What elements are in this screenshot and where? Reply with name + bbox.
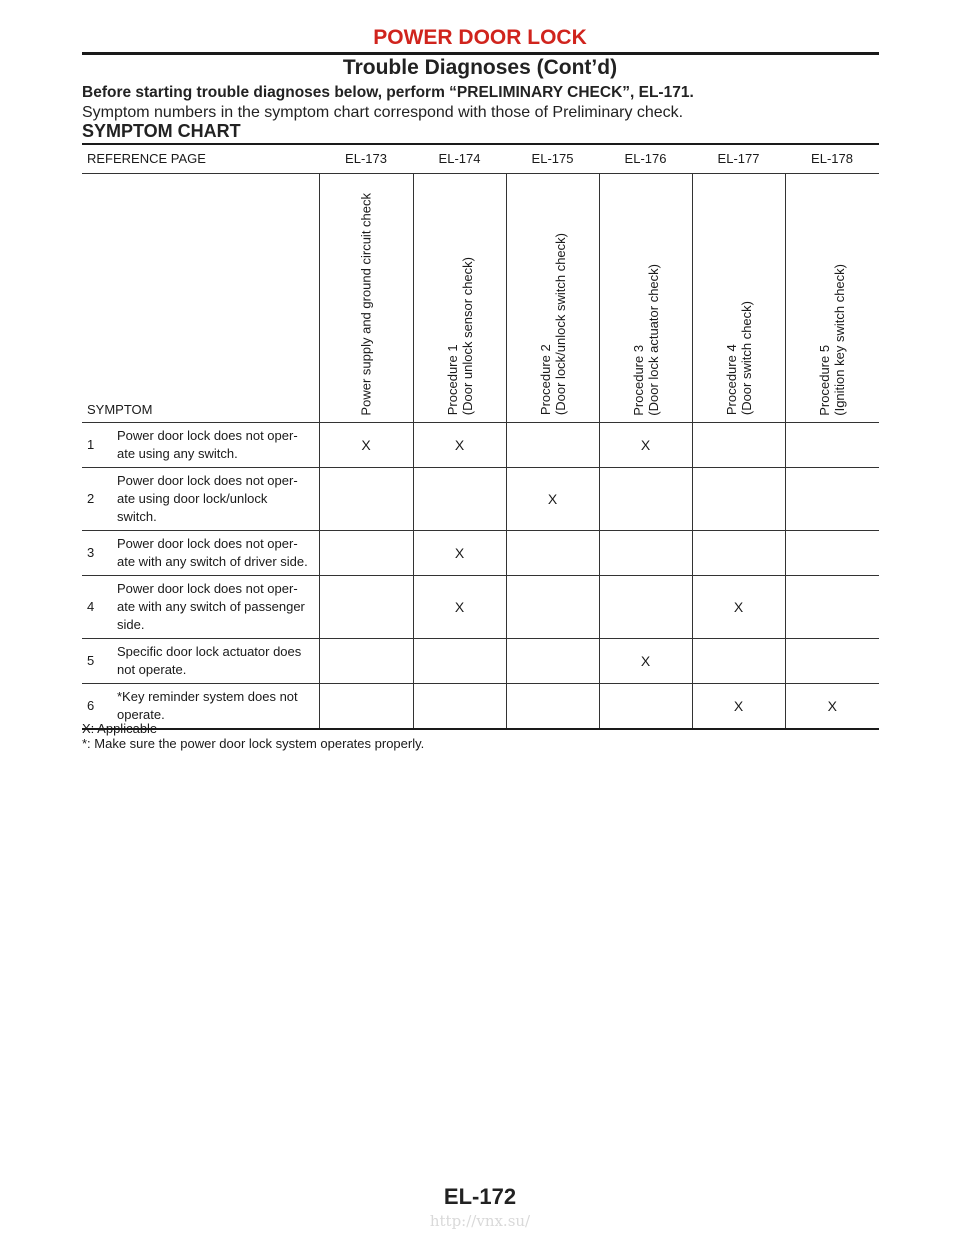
procedure-header-cell <box>785 173 879 422</box>
applicable-mark-cell <box>785 422 879 467</box>
applicable-mark-cell <box>599 575 692 638</box>
procedure-description: (Ignition key switch check) <box>832 263 848 416</box>
chart-legend <box>82 721 424 751</box>
procedure-header-row <box>82 173 879 422</box>
symptom-description-line: operate. <box>117 706 165 722</box>
symptom-number: 2 <box>82 467 113 530</box>
applicable-mark-cell: X <box>599 422 692 467</box>
applicable-mark-cell: X <box>413 575 506 638</box>
applicable-mark-cell <box>413 683 506 729</box>
applicable-mark-cell <box>692 422 785 467</box>
applicable-mark-cell <box>506 638 599 683</box>
procedure-description: (Door lock/unlock switch check) <box>552 233 568 416</box>
symptom-description-line: not operate. <box>117 661 187 677</box>
applicable-mark-cell <box>319 530 413 575</box>
symptom-row <box>82 575 879 638</box>
symptom-description-line: Power door lock does not oper- <box>117 472 298 488</box>
reference-page-cell: EL-178 <box>785 145 879 173</box>
symptom-row <box>82 422 879 467</box>
symptom-number: 1 <box>82 422 113 467</box>
applicable-mark-cell <box>599 530 692 575</box>
reference-page-cell: EL-176 <box>599 145 692 173</box>
reference-page-cell: EL-173 <box>319 145 413 173</box>
procedure-name: Procedure 1 <box>444 344 460 416</box>
section-title: POWER DOOR LOCK <box>373 26 587 49</box>
symptom-description <box>113 467 319 530</box>
symptom-number: 3 <box>82 530 113 575</box>
reference-page-row <box>82 145 879 173</box>
symptom-description-line: Power door lock does not oper- <box>117 535 298 551</box>
applicable-mark-cell: X <box>785 683 879 729</box>
procedure-header-cell <box>506 173 599 422</box>
procedure-description: (Door switch check) <box>738 301 754 416</box>
symptom-description-line: Power door lock does not oper- <box>117 427 298 443</box>
applicable-mark-cell: X <box>692 683 785 729</box>
applicable-mark-cell <box>692 638 785 683</box>
procedure-description: (Door lock actuator check) <box>645 263 661 416</box>
applicable-mark-cell: X <box>599 638 692 683</box>
applicable-mark-cell: X <box>413 530 506 575</box>
applicable-mark-cell: X <box>506 467 599 530</box>
symptom-description-line: ate using any switch. <box>117 445 238 461</box>
applicable-mark-cell <box>506 530 599 575</box>
symptom-number: 4 <box>82 575 113 638</box>
applicable-mark-cell <box>599 467 692 530</box>
footer-url: http://vnx.su/ <box>429 1212 531 1230</box>
instruction-text: Before starting trouble diagnoses below, perform “PRELIMINARY CHECK”, EL-171. <box>82 84 694 101</box>
symptom-description-line: Power door lock does not oper- <box>117 580 298 596</box>
reference-page-label: REFERENCE PAGE <box>82 145 319 173</box>
symptom-description-line: side. <box>117 616 145 632</box>
symptom-description <box>113 422 319 467</box>
reference-page-cell: EL-174 <box>413 145 506 173</box>
applicable-mark-cell <box>413 638 506 683</box>
procedure-name: Procedure 4 <box>723 344 739 416</box>
symptom-description-line: ate with any switch of driver side. <box>117 553 308 569</box>
applicable-mark-cell <box>692 530 785 575</box>
symptom-description-line: Specific door lock actuator does <box>117 643 302 659</box>
header-rule <box>82 52 879 55</box>
symptom-row <box>82 530 879 575</box>
applicable-mark-cell <box>413 467 506 530</box>
applicable-mark-cell <box>785 575 879 638</box>
symptom-description-line: ate using door lock/unlock <box>117 490 268 506</box>
applicable-mark-cell <box>692 467 785 530</box>
procedure-header-cell <box>692 173 785 422</box>
applicable-mark-cell <box>319 575 413 638</box>
page-number: EL-172 <box>443 1184 517 1209</box>
procedure-name: Procedure 3 <box>630 344 646 416</box>
legend-footnote: *: Make sure the power door lock system operates properly. <box>82 736 425 751</box>
symptom-description-line: switch. <box>117 508 157 524</box>
symptom-chart-heading: SYMPTOM CHART <box>82 121 241 141</box>
procedure-header-cell <box>599 173 692 422</box>
applicable-mark-cell <box>506 575 599 638</box>
applicable-mark-cell <box>319 467 413 530</box>
symptom-column-label: SYMPTOM <box>82 173 319 422</box>
applicable-mark-cell <box>785 530 879 575</box>
symptom-row <box>82 467 879 530</box>
applicable-mark-cell: X <box>319 422 413 467</box>
procedure-name: Power supply and ground circuit check <box>358 192 374 416</box>
procedure-header-cell <box>319 173 413 422</box>
applicable-mark-cell <box>319 638 413 683</box>
applicable-mark-cell: X <box>692 575 785 638</box>
symptom-description <box>113 638 319 683</box>
symptom-description-line: ate with any switch of passenger <box>117 598 305 614</box>
symptom-number: 5 <box>82 638 113 683</box>
symptom-number: 6 <box>82 683 113 729</box>
applicable-mark-cell <box>785 467 879 530</box>
procedure-description: (Door unlock sensor check) <box>459 257 475 416</box>
applicable-mark-cell <box>506 422 599 467</box>
symptom-description <box>113 575 319 638</box>
procedure-name: Procedure 2 <box>537 344 553 416</box>
symptom-chart-table <box>82 145 879 730</box>
applicable-mark-cell <box>785 638 879 683</box>
applicable-mark-cell: X <box>413 422 506 467</box>
applicable-mark-cell <box>599 683 692 729</box>
applicable-mark-cell <box>506 683 599 729</box>
legend-applicable: X: Applicable <box>82 721 158 736</box>
procedure-header-cell <box>413 173 506 422</box>
symptom-row <box>82 638 879 683</box>
reference-page-cell: EL-177 <box>692 145 785 173</box>
note-text: Symptom numbers in the symptom chart correspond with those of Preliminary check. <box>82 104 684 121</box>
reference-page-cell: EL-175 <box>506 145 599 173</box>
page-subtitle: Trouble Diagnoses (Cont’d) <box>342 56 618 79</box>
procedure-name: Procedure 5 <box>817 344 833 416</box>
symptom-description-line: *Key reminder system does not <box>117 688 298 704</box>
symptom-chart-body <box>82 145 879 729</box>
symptom-description <box>113 530 319 575</box>
